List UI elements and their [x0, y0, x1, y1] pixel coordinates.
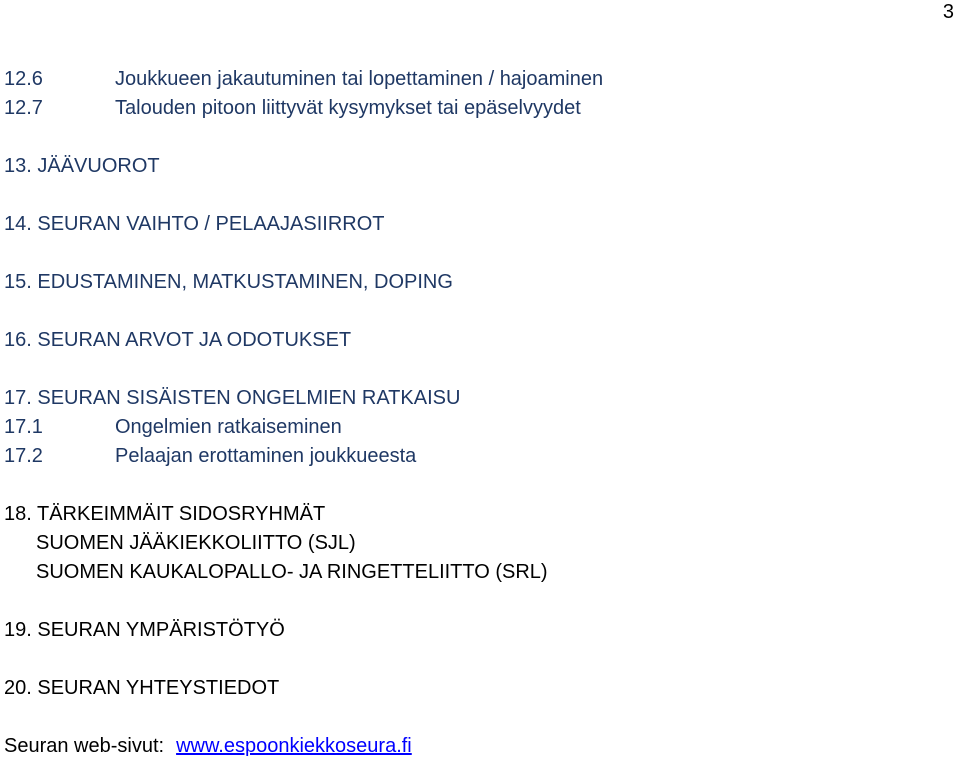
item-text: Ongelmien ratkaiseminen — [115, 416, 342, 438]
stakeholder-sjl: SUOMEN JÄÄKIEKKOLIITTO (SJL) — [36, 532, 356, 554]
item-number: 12.7 — [4, 97, 43, 119]
heading-20: 20. SEURAN YHTEYSTIEDOT — [4, 677, 280, 699]
heading-19: 19. SEURAN YMPÄRISTÖTYÖ — [4, 619, 285, 641]
heading-18: 18. TÄRKEIMMÄIT SIDOSRYHMÄT — [4, 503, 326, 525]
toc-item-17-2 — [4, 444, 416, 468]
stakeholder-srl: SUOMEN KAUKALOPALLO- JA RINGETTELIITTO (SRL) — [36, 561, 548, 583]
item-number: 17.1 — [4, 416, 43, 438]
item-text: Pelaajan erottaminen joukkueesta — [115, 445, 417, 467]
website-label: Seuran web-sivut: — [4, 735, 165, 757]
toc-item-12-7 — [4, 96, 581, 120]
toc-item-17-1 — [4, 415, 342, 439]
item-number: 17.2 — [4, 445, 43, 467]
heading-15: 15. EDUSTAMINEN, MATKUSTAMINEN, DOPING — [4, 271, 453, 293]
contact-line — [4, 734, 412, 758]
item-text: Talouden pitoon liittyvät kysymykset tai epäselvyydet — [115, 97, 581, 119]
heading-17: 17. SEURAN SISÄISTEN ONGELMIEN RATKAISU — [4, 387, 461, 409]
toc-item-12-6 — [4, 67, 603, 91]
heading-14: 14. SEURAN VAIHTO / PELAAJASIIRROT — [4, 213, 385, 235]
item-text: Joukkueen jakautuminen tai lopettaminen / hajoaminen — [115, 68, 604, 90]
item-number: 12.6 — [4, 68, 43, 90]
heading-13: 13. JÄÄVUOROT — [4, 155, 160, 177]
heading-16: 16. SEURAN ARVOT JA ODOTUKSET — [4, 329, 352, 351]
website-link[interactable]: www.espoonkiekkoseura.fi — [176, 735, 412, 757]
page-number: 3 — [942, 1, 954, 23]
